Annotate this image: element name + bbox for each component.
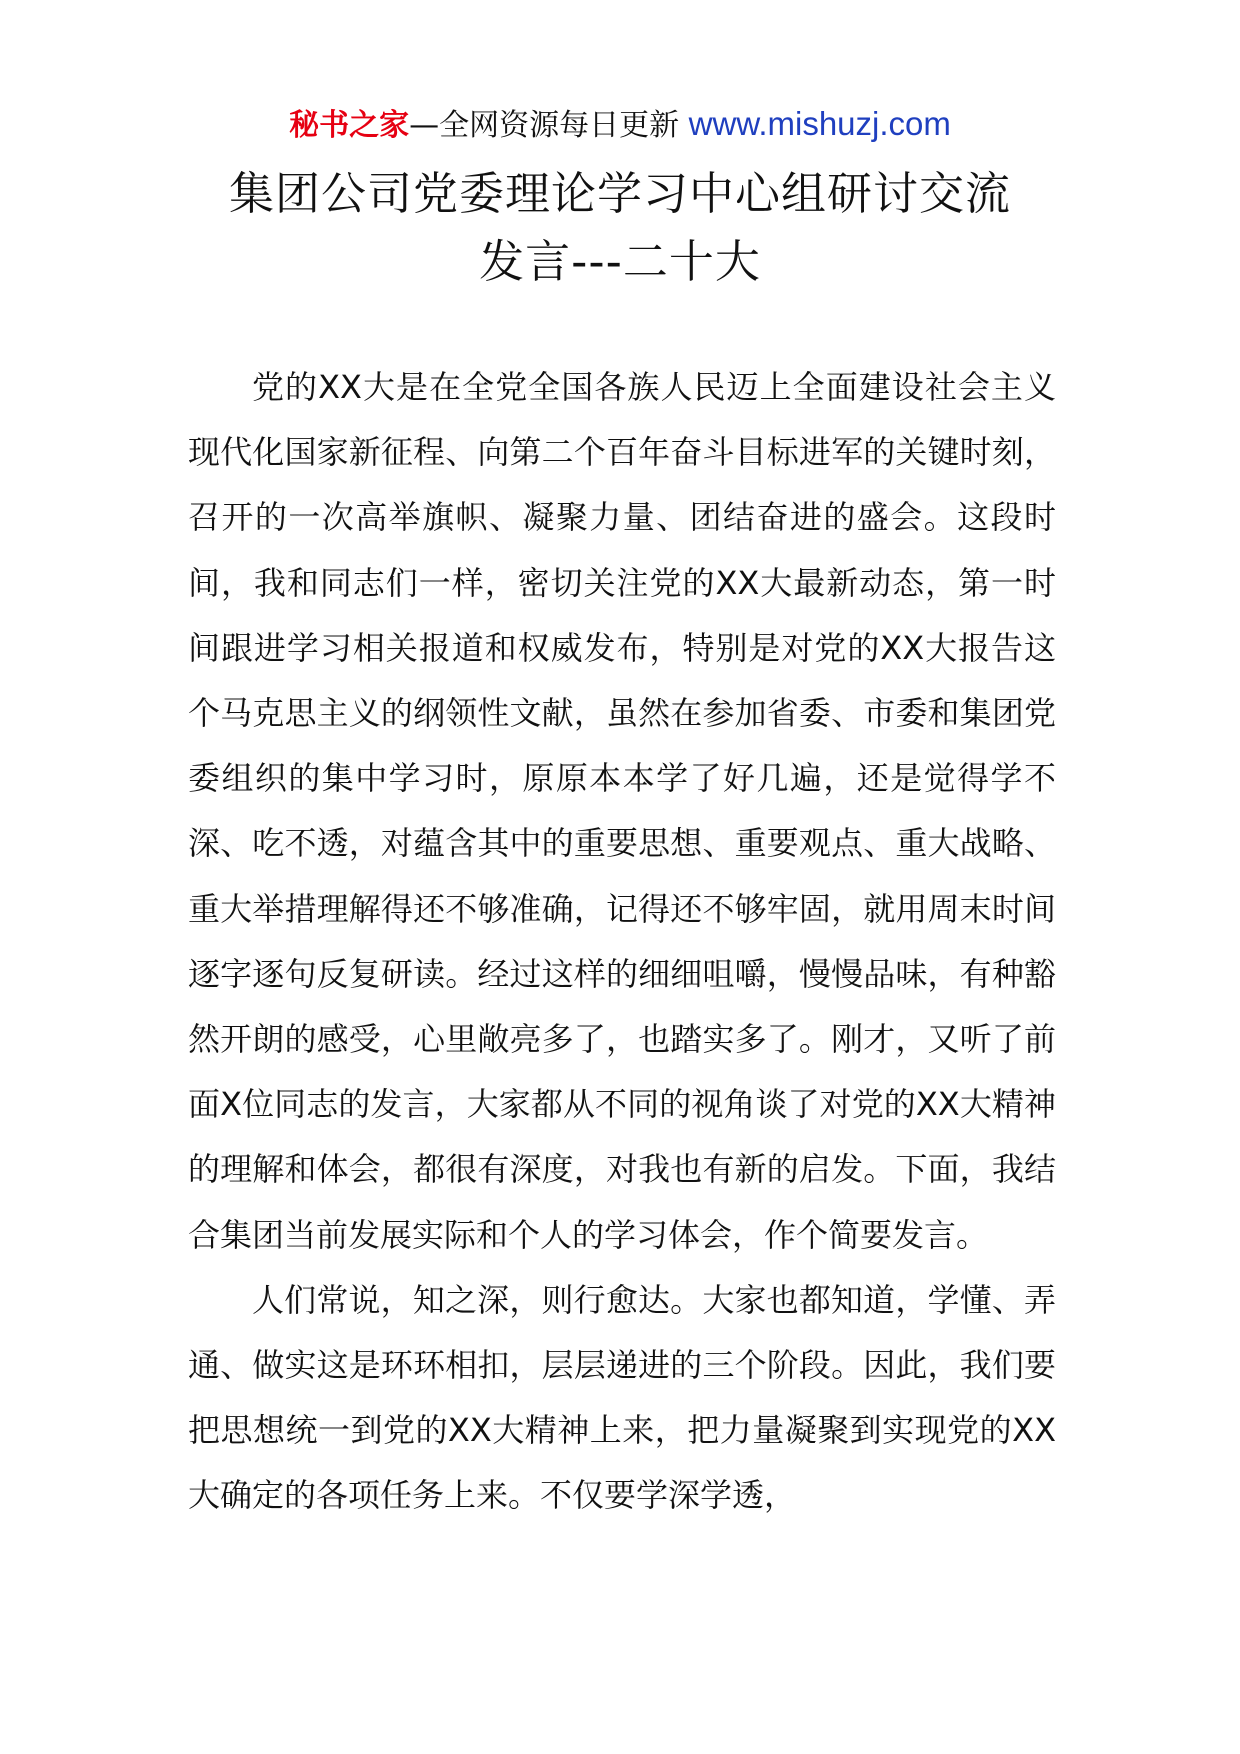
- title-line-2: 发言---二十大: [479, 235, 761, 288]
- body-paragraph: 党的XX大是在全党全国各族人民迈上全面建设社会主义现代化国家新征程、向第二个百年奋斗目标进军的关键时刻，召开的一次高举旗帜、凝聚力量、团结奋进的盛会。这段时间，我和同志们一样，密切关注党的XX大最新动态，第一时间跟进学习相关报道和权威发布，特别是对党的XX大报告这个马克思主义的纲领性文献，虽然在参加省委、市委和集团党委组织的集中学习时，原原本本学了好几遍，还是觉得学不深、吃不透，对蕴含其中的重要思想、重要观点、重大战略、重大举措理解得还不够准确，记得还不够牢固，就用周末时间逐字逐句反复研读。经过这样的细细咀嚼，慢慢品味，有种豁然开朗的感受，心里敞亮多了，也踏实多了。刚才，又听了前面X位同志的发言，大家都从不同的视角谈了对党的XX大精神的理解和体会，都很有深度，对我也有新的启发。下面，我结合集团当前发展实际和个人的学习体会，作个简要发言。: [188, 368, 1056, 1254]
- title-line-1: 集团公司党委理论学习中心组研讨交流: [228, 167, 1011, 220]
- brand-name: 秘书之家: [289, 108, 410, 143]
- header-tagline: —全网资源每日更新: [409, 108, 680, 143]
- document-body: [188, 355, 1056, 1529]
- header-banner: [0, 100, 1240, 150]
- website-link[interactable]: www.mishuzj.com: [688, 105, 951, 142]
- document-title: [0, 160, 1240, 296]
- body-paragraph: 人们常说，知之深，则行愈达。大家也都知道，学懂、弄通、做实这是环环相扣，层层递进的三个阶段。因此，我们要把思想统一到党的XX大精神上来，把力量凝聚到实现党的XX大确定的各项任务上来。不仅要学深学透，: [188, 1280, 1056, 1515]
